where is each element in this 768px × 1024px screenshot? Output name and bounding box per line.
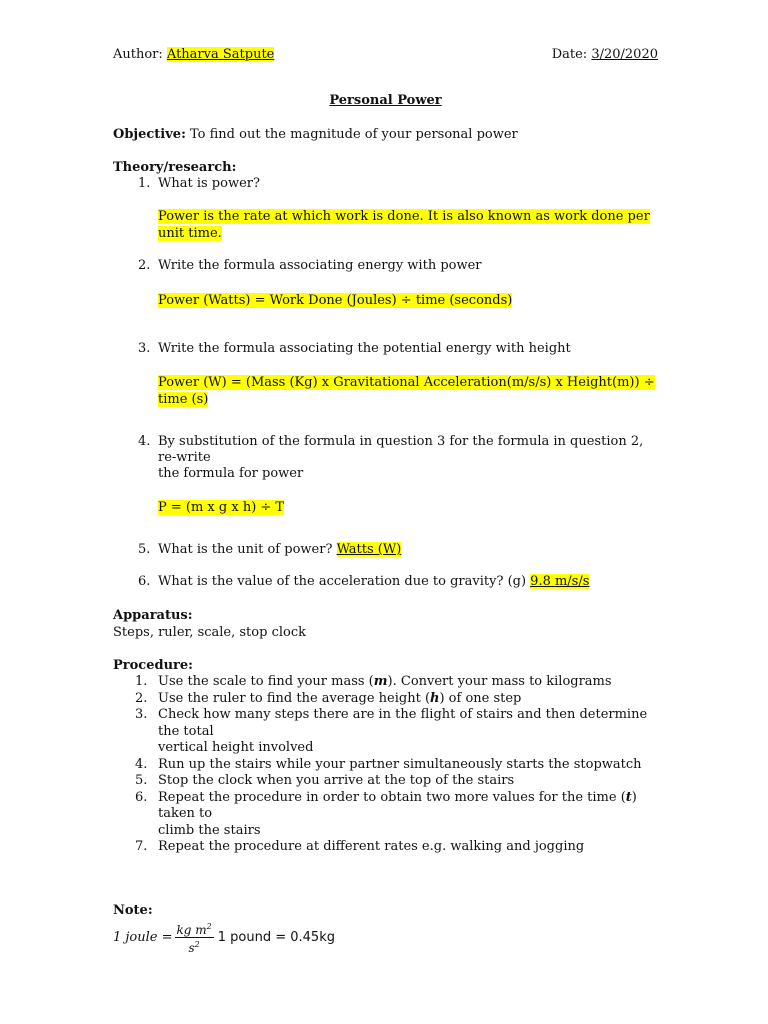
author-line: [113, 46, 274, 64]
question-2: [113, 258, 658, 274]
step-text-part: ) of one step: [439, 690, 522, 706]
apparatus-text: Steps, ruler, scale, stop clock: [113, 625, 306, 640]
step-text: Stop the clock when you arrive at the top of the stairs: [158, 773, 515, 788]
step-text-line: vertical height involved: [158, 740, 314, 755]
date-value: 3/20/2020: [591, 47, 658, 62]
answer-text: P = (m x g x h) ÷ T: [158, 500, 285, 515]
procedure-step-7: [113, 839, 658, 856]
question-3: [113, 341, 658, 357]
objective-label: Objective:: [113, 127, 186, 142]
step-text: Repeat the procedure at different rates e.g. walking and jogging: [158, 839, 585, 854]
formula-fraction: [175, 920, 214, 955]
numerator-exponent: 2: [206, 922, 212, 931]
step-number: 3.: [135, 707, 148, 722]
denominator-text: s: [188, 941, 195, 955]
step-text-line: Check how many steps there are in the flight of stairs and then determine the total: [158, 707, 648, 739]
question-number: 2.: [138, 258, 151, 273]
question-1: [113, 176, 658, 192]
procedure-heading: Procedure:: [113, 658, 193, 673]
step-number: 4.: [135, 756, 148, 772]
question-text-line: By substitution of the formula in question 3 for the formula in question 2, re-write: [158, 434, 644, 465]
joule-formula: [113, 920, 335, 955]
note-label: Note:: [113, 903, 153, 918]
step-text-part: ). Convert your mass to kilograms: [387, 674, 612, 689]
formula-lhs: 1 joule =: [113, 930, 173, 945]
answer-text: Power is the rate at which work is done. It is also known as work done per unit time.: [158, 209, 650, 241]
question-text-inline: What is the unit of power?: [158, 542, 333, 557]
question-text: [158, 574, 658, 590]
step-text: Run up the stairs while your partner simultaneously starts the stopwatch: [158, 756, 642, 772]
step-text-part: Use the ruler to find the average height (: [158, 690, 431, 706]
question-5: [113, 542, 658, 558]
step-text: [158, 707, 658, 757]
procedure-step-3: [113, 707, 658, 757]
step-number: 7.: [135, 839, 148, 854]
conversion-text: 1 pound = 0.45kg: [217, 930, 335, 945]
question-number: 3.: [138, 341, 151, 356]
document-page: [113, 46, 658, 856]
step-variable: m: [373, 674, 388, 689]
date-label: Date:: [551, 47, 588, 62]
procedure-step-2: [113, 691, 658, 708]
procedure-step-4: [113, 757, 658, 774]
question-4: [113, 434, 658, 482]
step-text: [158, 674, 612, 691]
question-number: 4.: [138, 434, 151, 449]
question-number: 1.: [138, 176, 151, 191]
fraction-numerator: [175, 920, 214, 938]
procedure-step-6: [113, 790, 658, 840]
apparatus-heading: Apparatus:: [113, 608, 193, 623]
step-text-line: climb the stairs: [158, 822, 261, 838]
question-text: Write the formula associating the potential energy with height: [158, 341, 571, 356]
question-text: Write the formula associating energy with power: [158, 258, 482, 273]
question-text-line: the formula for power: [158, 466, 304, 481]
step-number: 2.: [135, 690, 148, 706]
step-text-part: Repeat the procedure in order to obtain two more values for the time (: [158, 789, 626, 805]
answer-2: [158, 292, 658, 309]
objective-line: [113, 126, 658, 143]
answer-text: Watts (W): [336, 542, 402, 557]
fraction-denominator: [189, 938, 200, 955]
numerator-text: kg m: [176, 923, 207, 937]
question-text-inline: What is the value of the acceleration due to gravity? (g): [158, 574, 527, 589]
step-number: 5.: [135, 773, 148, 788]
question-text: [158, 434, 658, 482]
step-variable: t: [625, 789, 632, 805]
title-text: Personal Power: [329, 93, 442, 108]
question-text: What is power?: [158, 176, 260, 191]
header-row: [113, 46, 658, 64]
step-text-part: Use the scale to find your mass (: [158, 674, 374, 689]
question-text: [158, 542, 658, 558]
procedure-step-1: [113, 674, 658, 691]
question-6: [113, 574, 658, 590]
step-text: [158, 691, 521, 708]
step-number: 6.: [135, 789, 148, 805]
question-number: 5.: [138, 542, 151, 557]
step-number: 1.: [135, 674, 148, 689]
page-title: [113, 92, 658, 110]
answer-text: 9.8 m/s/s: [530, 574, 590, 589]
author-name: Atharva Satpute: [166, 47, 275, 62]
step-text-part: ) taken to: [158, 789, 637, 821]
step-text: [158, 790, 658, 840]
objective-text: To find out the magnitude of your personal power: [190, 127, 518, 142]
date-line: [552, 46, 658, 64]
author-label: Author:: [113, 47, 163, 62]
theory-heading: Theory/research:: [113, 160, 237, 175]
procedure-step-5: [113, 773, 658, 790]
answer-4: [158, 499, 658, 516]
answer-text: Power (W) = (Mass (Kg) x Gravitational Acceleration(m/s/s) x Height(m)) ÷ time (s): [158, 375, 655, 407]
denominator-exponent: 2: [194, 940, 200, 949]
answer-3: [158, 374, 658, 408]
answer-1: [158, 208, 658, 242]
question-number: 6.: [138, 574, 151, 589]
answer-text: Power (Watts) = Work Done (Joules) ÷ time (seconds): [158, 293, 513, 308]
step-variable: h: [430, 690, 440, 706]
